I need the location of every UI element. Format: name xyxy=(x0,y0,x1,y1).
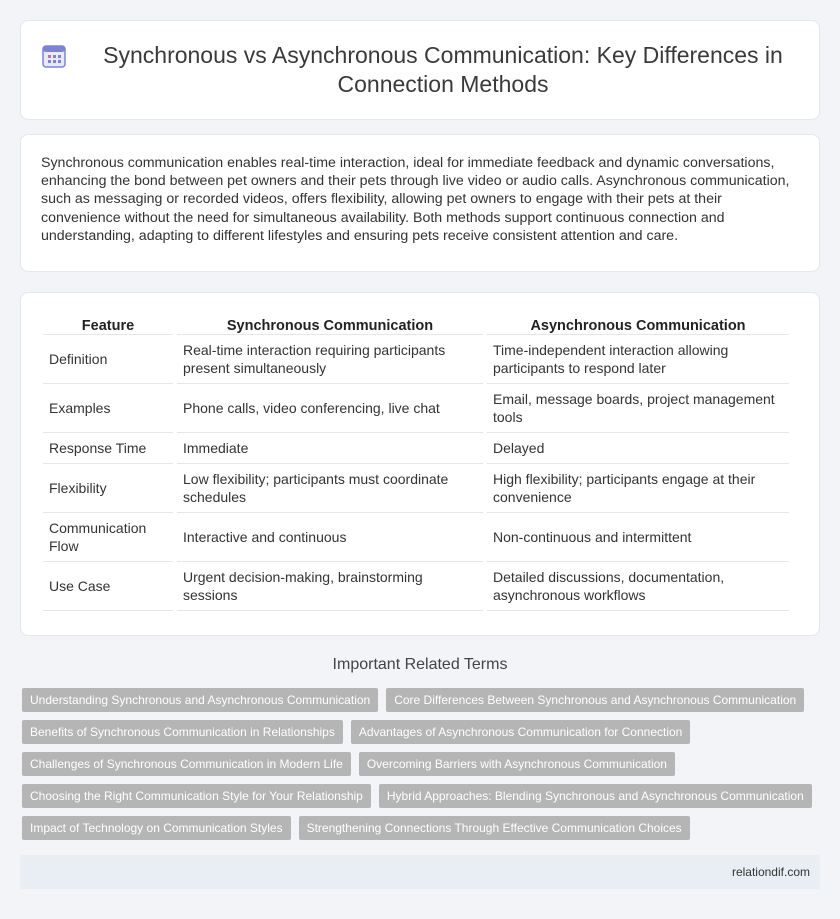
footer xyxy=(20,855,820,889)
related-term-tag[interactable]: Hybrid Approaches: Blending Synchronous and Asynchronous Communication xyxy=(379,784,812,808)
column-header-synchronous: Synchronous Communication xyxy=(177,315,483,335)
table-cell-feature: Response Time xyxy=(43,433,173,464)
calendar-icon xyxy=(41,43,67,69)
tag-row xyxy=(22,784,822,808)
table-cell-feature: Examples xyxy=(43,384,173,433)
related-term-tag[interactable]: Benefits of Synchronous Communication in Relationships xyxy=(22,720,343,744)
table-cell-synchronous: Real-time interaction requiring participants present simultaneously xyxy=(177,335,483,384)
table-cell-feature: Definition xyxy=(43,335,173,384)
comparison-table xyxy=(39,315,793,611)
related-term-tag[interactable]: Overcoming Barriers with Asynchronous Communication xyxy=(359,752,675,776)
column-header-feature: Feature xyxy=(43,315,173,335)
related-term-tag[interactable]: Impact of Technology on Communication Styles xyxy=(22,816,291,840)
related-terms-list xyxy=(22,688,822,848)
table-cell-synchronous: Phone calls, video conferencing, live chat xyxy=(177,384,483,433)
table-cell-asynchronous: Detailed discussions, documentation, asynchronous workflows xyxy=(487,562,789,611)
table-cell-asynchronous: Delayed xyxy=(487,433,789,464)
table-cell-synchronous: Interactive and continuous xyxy=(177,513,483,562)
table-cell-synchronous: Urgent decision-making, brainstorming sessions xyxy=(177,562,483,611)
table-cell-feature: Use Case xyxy=(43,562,173,611)
table-row xyxy=(43,384,789,433)
table-row xyxy=(43,464,789,513)
tag-row xyxy=(22,688,822,712)
related-term-tag[interactable]: Advantages of Asynchronous Communication for Connection xyxy=(351,720,691,744)
table-cell-synchronous: Low flexibility; participants must coordinate schedules xyxy=(177,464,483,513)
column-header-asynchronous: Asynchronous Communication xyxy=(487,315,789,335)
table-header-row xyxy=(43,315,789,335)
intro-card xyxy=(20,134,820,272)
related-term-tag[interactable]: Core Differences Between Synchronous and Asynchronous Communication xyxy=(386,688,804,712)
table-row xyxy=(43,433,789,464)
intro-text: Synchronous communication enables real-time interaction, ideal for immediate feedback and dynamic conversations, enhancing the bond between pet owners and their pets through live video or audio calls. Asynchronous communication, such as messaging or recorded videos, offers flexibility, allowing pet owners to engage with their pets at their convenience without the need for simultaneous availability. Both methods support continuous connection and understanding, adapting to different lifestyles and ensuring pets receive consistent attention and care. xyxy=(41,155,790,244)
page-title: Synchronous vs Asynchronous Communication: Key Differences in Connection Methods xyxy=(103,42,783,97)
tag-row xyxy=(22,752,822,776)
table-row xyxy=(43,335,789,384)
table-cell-asynchronous: Email, message boards, project management tools xyxy=(487,384,789,433)
tag-row xyxy=(22,720,822,744)
footer-site-link[interactable]: relationdif.com xyxy=(731,865,810,879)
related-term-tag[interactable]: Choosing the Right Communication Style for Your Relationship xyxy=(22,784,371,808)
table-row xyxy=(43,562,789,611)
table-cell-asynchronous: Non-continuous and intermittent xyxy=(487,513,789,562)
table-cell-asynchronous: Time-independent interaction allowing participants to respond later xyxy=(487,335,789,384)
related-term-tag[interactable]: Understanding Synchronous and Asynchronous Communication xyxy=(22,688,378,712)
table-row xyxy=(43,513,789,562)
table-cell-feature: Flexibility xyxy=(43,464,173,513)
table-cell-asynchronous: High flexibility; participants engage at their convenience xyxy=(487,464,789,513)
table-cell-feature: Communication Flow xyxy=(43,513,173,562)
table-cell-synchronous: Immediate xyxy=(177,433,483,464)
comparison-table-card xyxy=(20,292,820,636)
header-card xyxy=(20,20,820,120)
related-term-tag[interactable]: Strengthening Connections Through Effective Communication Choices xyxy=(299,816,690,840)
tag-row xyxy=(22,816,822,840)
related-term-tag[interactable]: Challenges of Synchronous Communication in Modern Life xyxy=(22,752,351,776)
related-terms-title: Important Related Terms xyxy=(332,656,508,673)
